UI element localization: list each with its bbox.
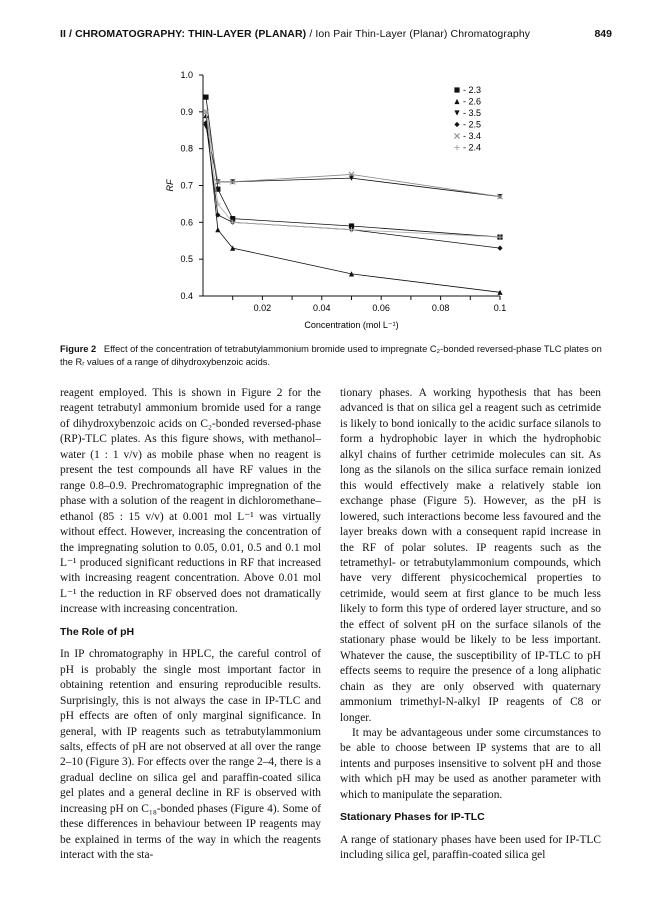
y-axis-label: RF [165, 179, 175, 192]
y-tick-label: 1.0 [180, 70, 193, 80]
left-column [60, 386, 321, 864]
figure-caption [60, 343, 612, 369]
legend-label: - 2.5 [463, 119, 482, 130]
legend-marker [454, 122, 459, 127]
x-tick-label: 0.1 [493, 303, 507, 313]
x-tick-label: 0.02 [253, 303, 272, 313]
legend-label: - 2.4 [463, 142, 482, 153]
header-section: II / CHROMATOGRAPHY: THIN-LAYER (PLANAR) [60, 28, 307, 40]
paragraph: tionary phases. A working hypothesis that has been advanced is that on silica gel a reagent such as cetrimide is likely to bond ionically to the acidic surface silanols to form a hydrophobic layer in which the hydrophobic alkyl chains of further cetrimide molecules can sit. As long as the silanols on the silica surface remain ionized this would effectively make a relatively stable ion exchange phase (Figure 5). However, as the pH is lowered, such interactions become less favoured and the layer breaks down with a consequent rapid increase in the RF of polar solutes. IP reagents such as the tetramethyl- or tetrabutylammonium compounds, which have very different physicochemical properties to cetrimide, would seem at first glance to be much less likely to form this type of ordered layer structure, and so the effect of solvent pH on the surface silanols of the stationary phase would be likely to be less important. Whatever the cause, the susceptibility of IP-TLC to pH effects seems to require the presence of a long aliphatic chain as they are only observed with quaternary ammonium trimethyl-N-alkyl IP reagents of C8 or longer. [340, 387, 601, 724]
y-tick-label: 0.9 [180, 106, 193, 117]
caption-text: Effect of the concentration of tetrabutylammonium bromide used to impregnate C₂-bonded reversed-phase TLC plates on the Rᵣ values of a range of dihydroxybenzoic acids. [60, 344, 602, 367]
data-point [215, 227, 220, 232]
paragraph: A range of stationary phases have been used for IP-TLC including silica gel, paraffin-coated silica gel [340, 833, 601, 862]
x-axis-label: Concentration (mol L⁻¹) [304, 320, 399, 330]
legend-label: - 3.5 [463, 108, 482, 118]
series-line [206, 116, 500, 293]
legend-label: - 2.3 [463, 85, 482, 95]
paragraph: In IP chromatography in HPLC, the careful control of pH is probably the single most important factor in obtaining retention and ensuring reproducible results. Surprisingly, this is not always the case in IP-TLC and pH effects are often of only marginal significance. In general, with IP reagents such as tetrabutylammonium salts, effects of pH are not observed at all over the range 2–10 (Figure 3). For effects over the range 2–4, there is a gradual decline on silica gel and paraffin-coated silica gel plates and a general decline in RF is observed with increasing pH on C₁₈-bonded phases (Figure 4). Some of these differences in behaviour between IP reagents may be explained in terms of the way in which the reagents interact with the sta- [60, 648, 321, 862]
figure-2-chart [150, 60, 520, 340]
paragraph: reagent employed. This is shown in Figure 2 for the reagent tetrabutyl ammonium bromide used for a range of dihydroxybenzoic acids on C₂-bonded reversed-phase (RP)-TLC plates. As this figure shows, with methanol–water (1 : 1 v/v) as mobile phase when no reagent is present the test compounds all have RF values in the range 0.8–0.9. Prechromatographic impregnation of the phase with a solution of the reagent in dichloromethane–ethanol (85 : 15 v/v) at 0.001 mol L⁻¹ was virtually without effect. However, increasing the concentration of the impregnating solution to 0.05, 0.01, 0.5 and 0.1 mol L⁻¹ produced significant reductions in RF that increased with increasing reagent concentration. Above 0.01 mol L⁻¹ the reduction in RF observed does not dramatically increase with increasing concentration. [60, 387, 321, 616]
legend-marker [454, 110, 459, 115]
legend-label: - 3.4 [463, 131, 482, 141]
running-header [60, 28, 612, 40]
legend-marker [454, 87, 459, 92]
legend-marker [454, 133, 459, 138]
caption-label: Figure 2 [60, 344, 97, 354]
y-tick-label: 0.6 [180, 217, 193, 228]
y-tick-label: 0.4 [180, 291, 193, 301]
data-point [203, 95, 208, 100]
paragraph: It may be advantageous under some circumstances to be able to choose between IP systems that are to all intents and purposes insensitive to solvent pH and those with which pH may be used as another parameter with which to manipulate the separation. [340, 726, 601, 801]
section-heading: Stationary Phases for IP-TLC [340, 811, 485, 824]
x-tick-label: 0.08 [431, 303, 450, 313]
x-tick-label: 0.06 [372, 303, 390, 313]
page-number: 849 [594, 28, 612, 40]
y-tick-label: 0.5 [180, 254, 193, 265]
legend-marker [454, 145, 459, 150]
section-heading: The Role of pH [60, 625, 135, 638]
x-tick-label: 0.04 [313, 303, 331, 313]
y-tick-label: 0.7 [180, 180, 193, 191]
y-tick-label: 0.8 [180, 143, 193, 154]
series-line [206, 97, 500, 237]
header-subsection: / Ion Pair Thin-Layer (Planar) Chromatography [309, 28, 531, 40]
data-point [497, 246, 502, 251]
right-column [340, 386, 601, 864]
legend-marker [454, 99, 459, 104]
legend-label: - 2.6 [463, 96, 482, 107]
